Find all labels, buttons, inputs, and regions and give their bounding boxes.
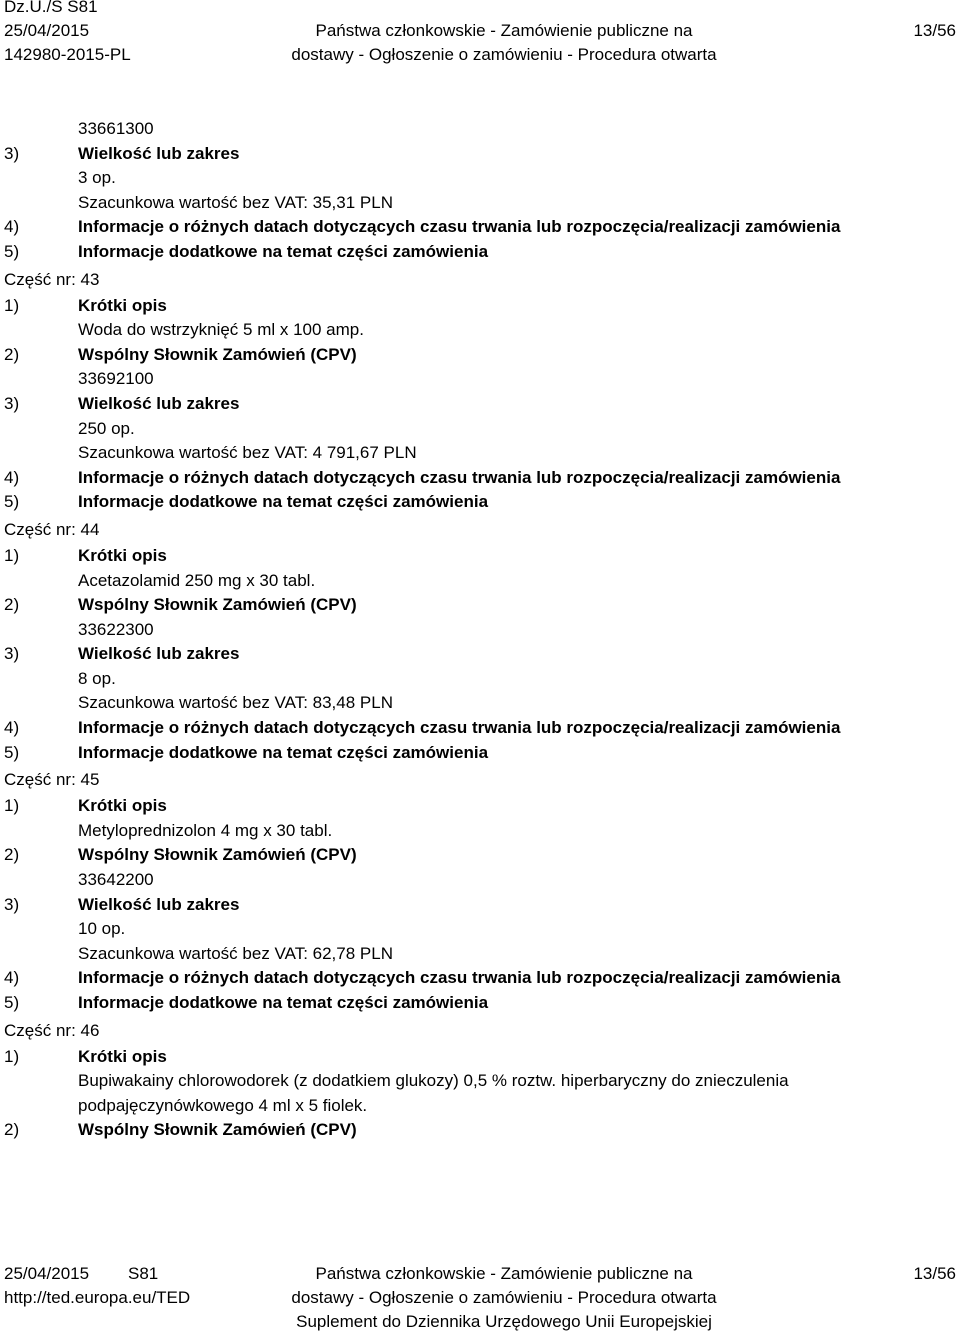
estimated-value: Szacunkowa wartość bez VAT: 35,31 PLN [78, 192, 393, 212]
section-short-description: 1) Krótki opis [4, 796, 167, 816]
footer-page-number: 13/56 [913, 1264, 956, 1283]
estimated-value: Szacunkowa wartość bez VAT: 83,48 PLN [78, 693, 393, 713]
cpv-code: 33692100 [78, 369, 154, 389]
part-heading: Część nr: 43 [4, 269, 100, 289]
section-quantity: 3) Wielkość lub zakres [4, 644, 240, 664]
page-header [4, 0, 956, 67]
quantity-value: 250 op. [78, 418, 135, 438]
section-short-description: 1) Krótki opis [4, 1046, 167, 1066]
part-heading: Część nr: 46 [4, 1020, 100, 1040]
description-text: Acetazolamid 250 mg x 30 tabl. [78, 570, 316, 590]
quantity-value: 8 op. [78, 668, 116, 688]
section-quantity: 3) Wielkość lub zakres [4, 894, 240, 914]
footer-issue: S81 [128, 1264, 159, 1283]
description-text: Metyloprednizolon 4 mg x 30 tabl. [78, 820, 333, 840]
section-short-description: 1) Krótki opis [4, 545, 167, 565]
cpv-code: 33642200 [78, 870, 154, 890]
header-title-line1: Państwa członkowskie - Zamówienie publiczne na [315, 21, 693, 40]
footer-title-line2: dostawy - Ogłoszenie o zamówieniu - Procedura otwarta [291, 1288, 717, 1307]
section-cpv: 2) Wspólny Słownik Zamówień (CPV) [4, 595, 357, 615]
description-text: Woda do wstrzyknięć 5 ml x 100 amp. [78, 320, 364, 340]
section-dates: 4) Informacje o różnych datach dotyczących czasu trwania lub rozpoczęcia/realizacji zamówienia [4, 217, 841, 237]
description-text: Bupiwakainy chlorowodorek (z dodatkiem glukozy) 0,5 % roztw. hiperbaryczny do znieczulenia [78, 1071, 789, 1091]
header-doc-id: 142980-2015-PL [4, 45, 131, 64]
section-dates: 4) Informacje o różnych datach dotyczących czasu trwania lub rozpoczęcia/realizacji zamówienia [4, 718, 841, 738]
section-cpv: 2) Wspólny Słownik Zamówień (CPV) [4, 845, 357, 865]
header-date: 25/04/2015 [4, 21, 90, 40]
section-short-description: 1) Krótki opis [4, 295, 167, 315]
cpv-code: 33622300 [78, 619, 154, 639]
footer-title-line3: Suplement do Dziennika Urzędowego Unii Europejskiej [296, 1312, 712, 1331]
footer-date: 25/04/2015 [4, 1264, 90, 1283]
estimated-value: Szacunkowa wartość bez VAT: 4 791,67 PLN [78, 443, 417, 463]
section-additional-info: 5) Informacje dodatkowe na temat części zamówienia [4, 742, 489, 762]
header-page-number: 13/56 [913, 21, 956, 40]
section-dates: 4) Informacje o różnych datach dotyczących czasu trwania lub rozpoczęcia/realizacji zamówienia [4, 467, 841, 487]
document-body [4, 117, 954, 1143]
section-additional-info: 5) Informacje dodatkowe na temat części zamówienia [4, 993, 489, 1012]
cpv-code: 33661300 [78, 119, 154, 138]
section-quantity: 3) Wielkość lub zakres [4, 143, 240, 163]
section-cpv: 2) Wspólny Słownik Zamówień (CPV) [4, 1120, 357, 1140]
part-heading: Część nr: 45 [4, 770, 100, 790]
section-cpv: 2) Wspólny Słownik Zamówień (CPV) [4, 344, 357, 364]
footer-url[interactable]: http://ted.europa.eu/TED [4, 1288, 191, 1307]
part-heading: Część nr: 44 [4, 519, 100, 539]
quantity-value: 10 op. [78, 919, 126, 939]
footer-title-line1: Państwa członkowskie - Zamówienie publiczne na [315, 1264, 693, 1283]
estimated-value: Szacunkowa wartość bez VAT: 62,78 PLN [78, 943, 393, 963]
section-additional-info: 5) Informacje dodatkowe na temat części zamówienia [4, 492, 489, 512]
description-text: podpajęczynówkowego 4 ml x 5 fiolek. [78, 1095, 368, 1115]
section-additional-info: 5) Informacje dodatkowe na temat części zamówienia [4, 241, 489, 261]
section-quantity: 3) Wielkość lub zakres [4, 393, 240, 413]
page-footer [4, 1262, 956, 1334]
quantity-value: 3 op. [78, 168, 116, 188]
journal-ref: Dz.U./S S81 [4, 0, 98, 16]
section-dates: 4) Informacje o różnych datach dotyczących czasu trwania lub rozpoczęcia/realizacji zamówienia [4, 968, 841, 988]
header-title-line2: dostawy - Ogłoszenie o zamówieniu - Procedura otwarta [291, 45, 717, 64]
